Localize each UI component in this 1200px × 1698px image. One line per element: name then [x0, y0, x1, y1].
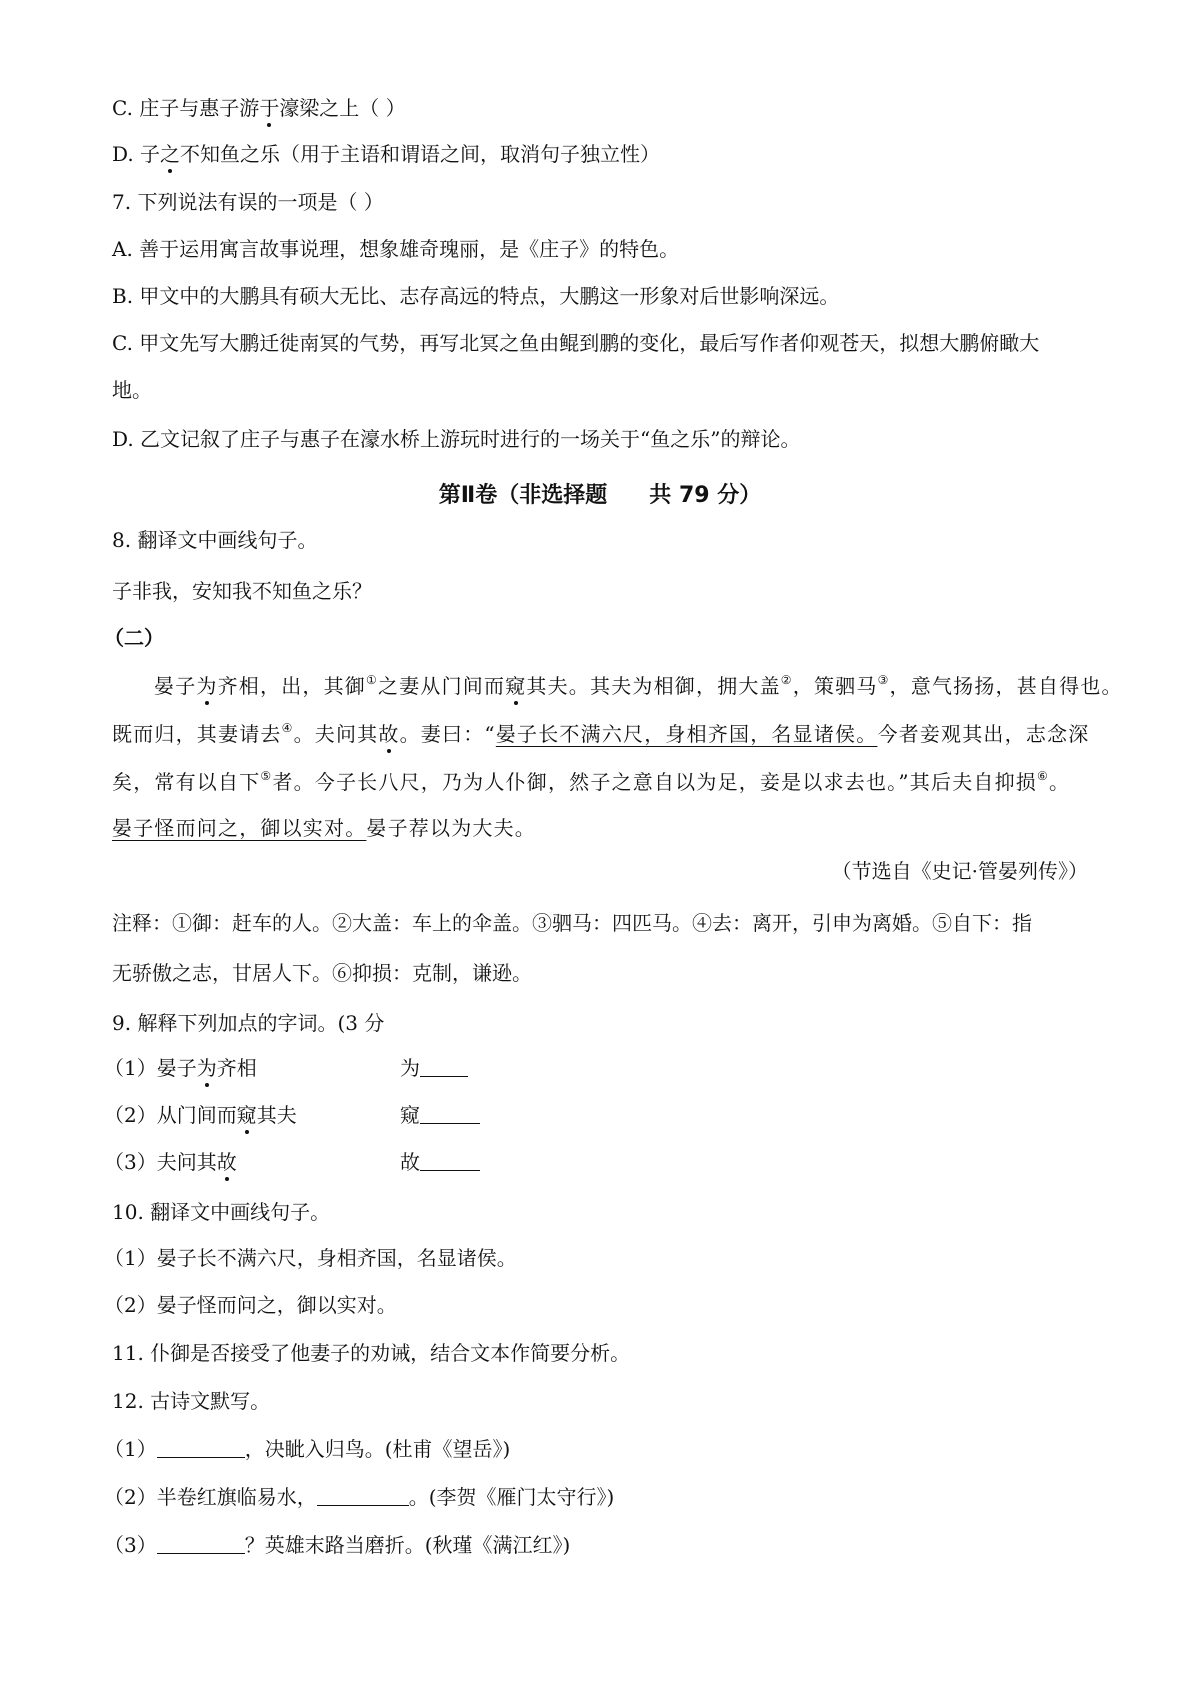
passage-text: 。 — [1048, 770, 1071, 794]
q12-item-text: （1） — [104, 1437, 157, 1461]
dotted-char: 窥 — [505, 674, 527, 698]
q6-option-c-text-end: 濠梁之上（ ） — [279, 96, 406, 120]
passage-text: 。妻曰：“ — [399, 722, 496, 746]
passage-text: 晏子荐以为大夫。 — [366, 816, 537, 840]
passage-text: 矣，常有以自下 — [112, 770, 261, 794]
underlined-sentence-1: 晏子长不满六尺，身相齐国，名显诸侯。 — [495, 722, 878, 746]
section-2-title-part1: 第Ⅱ卷（非选择题 — [438, 483, 608, 508]
passage-text: 。夫问其 — [293, 722, 379, 746]
q9-item-text: （3）夫问其 — [104, 1150, 217, 1174]
q6-option-d — [112, 141, 660, 167]
q6-option-c-dotted-char: 于 — [259, 96, 280, 120]
q10-sentence-2: （2）晏子怪而问之，御以实对。 — [104, 1293, 397, 1317]
q9-answer-word: 故 — [400, 1150, 420, 1174]
q12-item-text: （2）半卷红旗临易水， — [104, 1485, 317, 1509]
q9-answer-word: 窥 — [400, 1103, 420, 1127]
footnote-marker: ④ — [281, 721, 294, 735]
passage-text: 者。今子长八尺，乃为人仆御，然子之意自以为足，妾是以求去也。”其后夫自抑损 — [272, 770, 1037, 794]
q8-stem: 8. 翻译文中画线句子。 — [112, 528, 318, 552]
q11-stem: 11. 仆御是否接受了他妻子的劝诫，结合文本作简要分析。 — [112, 1341, 631, 1365]
passage-text: 今者妾观其出，志念深 — [877, 722, 1090, 746]
q9-item-2 — [104, 1102, 297, 1128]
q10-stem: 10. 翻译文中画线句子。 — [112, 1200, 331, 1224]
passage-line-3 — [112, 769, 1070, 795]
passage-text: 其夫。其夫为相御，拥大盖 — [526, 674, 781, 698]
answer-blank[interactable] — [157, 1437, 245, 1458]
q7-option-a: A. 善于运用寓言故事说理，想象雄奇瑰丽，是《庄子》的特色。 — [112, 237, 680, 261]
passage-text: 晏子 — [154, 674, 197, 698]
answer-blank[interactable] — [420, 1150, 480, 1171]
passage-text: ，策驷马 — [792, 674, 878, 698]
q12-item-text: ，决眦入归鸟。(杜甫《望岳》) — [244, 1437, 511, 1461]
passage-source: （节选自《史记·管晏列传》） — [831, 859, 1088, 883]
passage-line-2 — [112, 721, 1089, 747]
q12-stem: 12. 古诗文默写。 — [112, 1389, 271, 1413]
q12-item-text: （3） — [104, 1533, 157, 1557]
q9-item-text: （2）从门间而 — [104, 1103, 237, 1127]
q9-item-text: （1）晏子 — [104, 1056, 197, 1080]
passage-text: 之妻从门间而 — [377, 674, 506, 698]
underlined-sentence-2: 晏子怪而问之，御以实对。 — [112, 816, 367, 840]
footnote-marker: ⑤ — [260, 769, 273, 783]
passage-text: 既而归，其妻请去 — [112, 722, 282, 746]
q12-item-1 — [104, 1436, 510, 1462]
q7-stem: 7. 下列说法有误的一项是（ ） — [112, 190, 384, 214]
section-2-title — [0, 478, 1200, 509]
passage-2-heading: （二） — [104, 626, 164, 650]
dotted-char: 故 — [378, 722, 400, 746]
q7-option-b: B. 甲文中的大鹏具有硕大无比、志存高远的特点，大鹏这一形象对后世影响深远。 — [112, 284, 840, 308]
footnote-marker: ② — [780, 673, 793, 687]
q6-option-d-text: D. 子 — [112, 142, 161, 166]
q6-option-d-dotted-char: 之 — [160, 142, 181, 166]
dotted-char: 窥 — [236, 1103, 257, 1127]
passage-text: ，意气扬扬，甚自得也。 — [889, 674, 1123, 698]
q9-answer-2 — [400, 1102, 480, 1128]
q9-answer-1 — [400, 1055, 468, 1081]
footnote-marker: ① — [366, 673, 378, 687]
q9-item-text: 其夫 — [256, 1103, 297, 1127]
q7-option-c-line2: 地。 — [112, 378, 152, 402]
answer-blank[interactable] — [157, 1533, 245, 1554]
q7-option-d: D. 乙文记叙了庄子与惠子在濠水桥上游玩时进行的一场关于“鱼之乐”的辩论。 — [112, 427, 801, 451]
q8-sentence: 子非我，安知我不知鱼之乐？ — [112, 579, 372, 603]
q9-item-3 — [104, 1149, 237, 1175]
q12-item-3 — [104, 1532, 570, 1558]
section-2-title-part2: 共 79 分） — [649, 483, 762, 508]
q12-item-text: 。(李贺《雁门太守行》) — [408, 1485, 615, 1509]
q6-option-c-text: C. 庄子与惠子游 — [112, 96, 260, 120]
notes-line-1: 注释：①御：赶车的人。②大盖：车上的伞盖。③驷马：四匹马。④去：离开，引申为离婚。⑤自下：指 — [112, 911, 1032, 935]
footnote-marker: ⑥ — [1037, 769, 1049, 783]
dotted-char: 为 — [196, 674, 218, 698]
q9-answer-word: 为 — [400, 1056, 420, 1080]
q12-item-text: ？英雄末路当磨折。(秋瑾《满江红》) — [244, 1533, 571, 1557]
notes-line-2: 无骄傲之志，甘居人下。⑥抑损：克制，谦逊。 — [112, 961, 532, 985]
q10-sentence-1: （1）晏子长不满六尺，身相齐国，名显诸侯。 — [104, 1246, 517, 1270]
answer-blank[interactable] — [317, 1485, 409, 1506]
q9-stem: 9. 解释下列加点的字词。(3 分 — [112, 1011, 385, 1035]
q6-option-c — [112, 95, 406, 121]
answer-blank[interactable] — [420, 1103, 480, 1124]
dotted-char: 故 — [216, 1150, 237, 1174]
q9-answer-3 — [400, 1149, 480, 1175]
passage-text: 齐相，出，其御 — [217, 674, 367, 698]
dotted-char: 为 — [196, 1056, 217, 1080]
q9-item-1 — [104, 1055, 257, 1081]
q6-option-d-text-end: 不知鱼之乐（用于主语和谓语之间，取消句子独立性） — [180, 142, 661, 166]
footnote-marker: ③ — [877, 673, 890, 687]
passage-line-1 — [154, 673, 1123, 699]
q7-option-c-line1: C. 甲文先写大鹏迁徙南冥的气势，再写北冥之鱼由鲲到鹏的变化，最后写作者仰观苍天，拟想大鹏俯瞰大 — [112, 331, 1040, 355]
answer-blank[interactable] — [420, 1056, 468, 1077]
q9-item-text: 齐相 — [216, 1056, 257, 1080]
q12-item-2 — [104, 1484, 614, 1510]
passage-line-4 — [112, 815, 536, 841]
